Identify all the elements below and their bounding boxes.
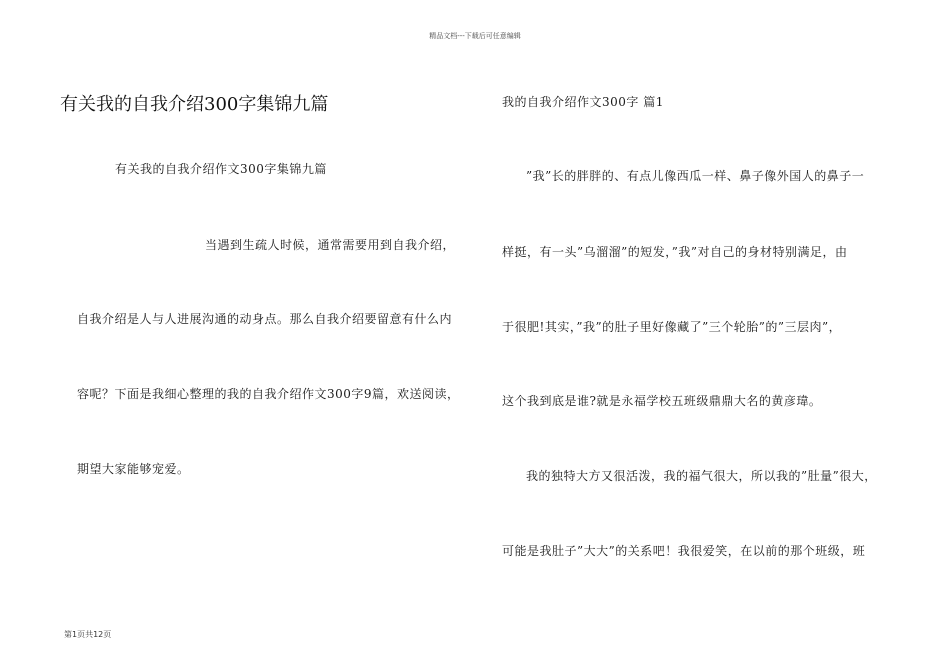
paragraph-line: 自我介绍是人与人进展沟通的动身点。那么自我介绍要留意有什么内 — [77, 312, 453, 326]
paragraph-line: 这个我到底是谁?就是永福学校五班级鼎鼎大名的黄彦瑋。 — [502, 394, 822, 408]
document-title: 有关我的自我介绍300字集锦九篇 — [60, 94, 329, 115]
paragraph-line: ”我”长的胖胖的、有点儿像西瓜一样、鼻子像外国人的鼻子一 — [526, 169, 865, 183]
section-heading: 我的自我介绍作文300字 篇1 — [502, 95, 664, 109]
paragraph-line: 样挺，有一头”乌溜溜”的短发，”我”对自己的身材特别满足，由 — [502, 245, 848, 259]
paragraph-line: 可能是我肚子”大大”的关系吧！我很爱笑，在以前的那个班级，班 — [502, 544, 866, 558]
page-header: 精品文档---下载后可任意编辑 — [429, 32, 521, 40]
page-number: 第1页共12页 — [64, 630, 112, 639]
paragraph-line: 当遇到生疏人时候，通常需要用到自我介绍， — [205, 238, 456, 252]
subtitle-line: 有关我的自我介绍作文300字集锦九篇 — [115, 162, 327, 176]
paragraph-line: 于很肥!其实，”我”的肚子里好像藏了”三个轮胎”的”三层肉”， — [502, 320, 842, 334]
paragraph-line: 我的独特大方又很活泼，我的福气很大，所以我的”肚量”很大， — [526, 469, 877, 483]
paragraph-line: 容呢？下面是我细心整理的我的自我介绍作文300字9篇，欢送阅读， — [77, 387, 460, 401]
paragraph-line: 期望大家能够宠爱。 — [77, 462, 190, 476]
